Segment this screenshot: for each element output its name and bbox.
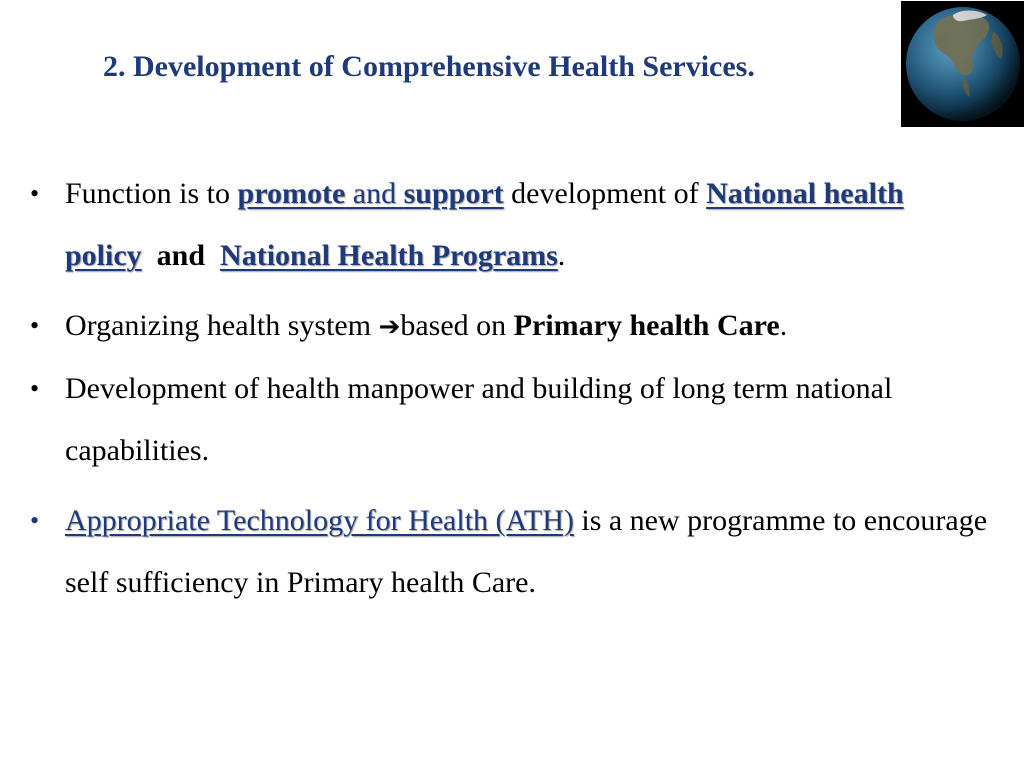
bullet-marker: • — [30, 179, 40, 208]
text-ath-description: is a new programme to encourage self sufficiency in Primary health Care. — [65, 504, 988, 599]
and-link[interactable]: and — [345, 177, 404, 210]
slide-title: 2. Development of Comprehensive Health Services. — [103, 50, 755, 83]
bullet-item-function — [30, 163, 990, 287]
bullet-marker: • — [30, 506, 40, 535]
text-development-of: development of — [503, 177, 707, 210]
text-period: . — [557, 239, 566, 272]
national-health-programs-link[interactable]: National Health Programs — [220, 239, 558, 272]
ath-link[interactable]: Appropriate Technology for Health (ATH) — [65, 504, 574, 537]
arrow-right-icon: ➔ — [378, 312, 401, 342]
bullet-item-organizing — [30, 295, 990, 358]
text-function-is-to: Function is to — [65, 177, 238, 210]
text-and: and — [149, 239, 213, 272]
support-link[interactable]: support — [403, 177, 504, 210]
bullet-item-ath — [30, 490, 990, 614]
text-period: . — [779, 309, 788, 342]
bullet-list — [30, 163, 990, 614]
text-manpower: Development of health manpower and building of long term national capabilities. — [65, 372, 893, 467]
promote-link[interactable]: promote — [237, 177, 346, 210]
bullet-item-manpower — [30, 358, 990, 482]
text-based-on: based on — [400, 309, 514, 342]
text-organizing: Organizing health system — [65, 309, 379, 342]
bullet-marker: • — [30, 374, 40, 403]
bullet-marker: • — [30, 311, 40, 340]
globe-graphic — [901, 1, 1024, 127]
national-health-policy-link[interactable]: National health policy — [65, 177, 904, 272]
text-primary-health-care: Primary health Care — [513, 309, 780, 342]
globe-icon — [901, 1, 1024, 127]
